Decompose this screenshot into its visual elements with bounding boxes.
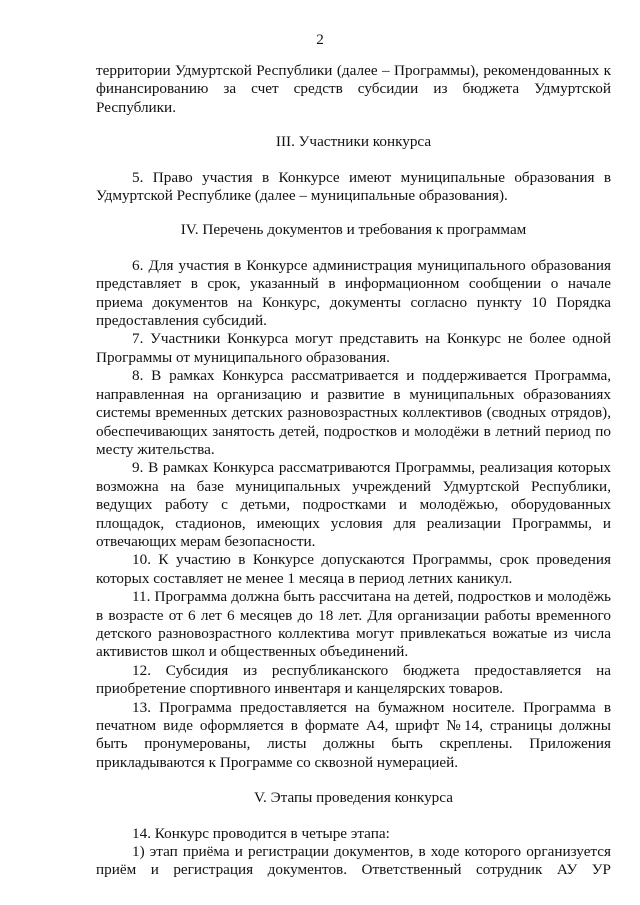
paragraph-12: 12. Субсидия из республиканского бюджета предоставляется на приобретение спортивного инвентаря и канцелярских товаров. [96, 661, 611, 698]
section-5-heading: V. Этапы проведения конкурса [254, 789, 453, 807]
paragraph-13: 13. Программа предоставляется на бумажном носителе. Программа в печатном виде оформляется в формате А4, шрифт №14, страницы должны быть пронумерованы, листы должны быть скреплены. Приложения прикладываются к Программе со сквозной нумерацией. [96, 698, 611, 771]
paragraph-10: 10. К участию в Конкурсе допускаются Программы, срок проведения которых составляет не менее 1 месяца в период летних каникул. [96, 551, 611, 587]
paragraph-11: 11. Программа должна быть рассчитана на детей, подростков и молодёжь в возрасте от 6 лет 6 месяцев до 18 лет. Для организации работы временного детского разновозрастного коллектива могут привлекаться вожатые из числа активистов школ и общественных объединений. [96, 588, 611, 661]
paragraph-7: 7. Участники Конкурса могут представить на Конкурс не более одной Программы от муниципального образования. [96, 330, 611, 366]
document-body [96, 62, 611, 880]
intro-paragraph: территории Удмуртской Республики (далее – Программы), рекомендованных к финансированию за счет средств субсидии из бюджета Удмуртской Республики. [96, 62, 611, 116]
paragraph-9: 9. В рамках Конкурса рассматриваются Программы, реализация которых возможна на базе муниципальных учреждений Удмуртской Республики, ведущих работу с детьми, подростками и молодёжью, оборудованных площадок, стадионов, имеющих условия для реализации Программы, и отвечающих мерам безопасности. [96, 459, 611, 550]
section-3-heading: III. Участники конкурса [275, 133, 432, 151]
paragraph-8: 8. В рамках Конкурса рассматривается и поддерживается Программа, направленная на организацию и развитие в муниципальных образованиях системы временных детских разновозрастных коллективов (сводных отрядов), обеспечивающих занятость детей, подростков и молодёжи в летний период по месту жительства. [96, 367, 611, 458]
paragraph-14-item-1: 1) этап приёма и регистрации документов, в ходе которого организуется приём и регистрация документов. Ответственный сотрудник АУ УР [96, 843, 611, 879]
paragraph-6: 6. Для участия в Конкурсе администрация муниципального образования представляет в срок, указанный в информационном сообщении о начале приема документов на Конкурс, документы согласно пункту 10 Порядка предоставления субсидий. [96, 256, 611, 330]
section-4-heading: IV. Перечень документов и требования к программам [180, 221, 527, 239]
page-number: 2 [316, 31, 324, 48]
paragraph-14: 14. Конкурс проводится в четыре этапа: [132, 824, 390, 842]
paragraph-5: 5. Право участия в Конкурсе имеют муниципальные образования в Удмуртской Республике (далее – муниципальные образования). [96, 168, 611, 205]
